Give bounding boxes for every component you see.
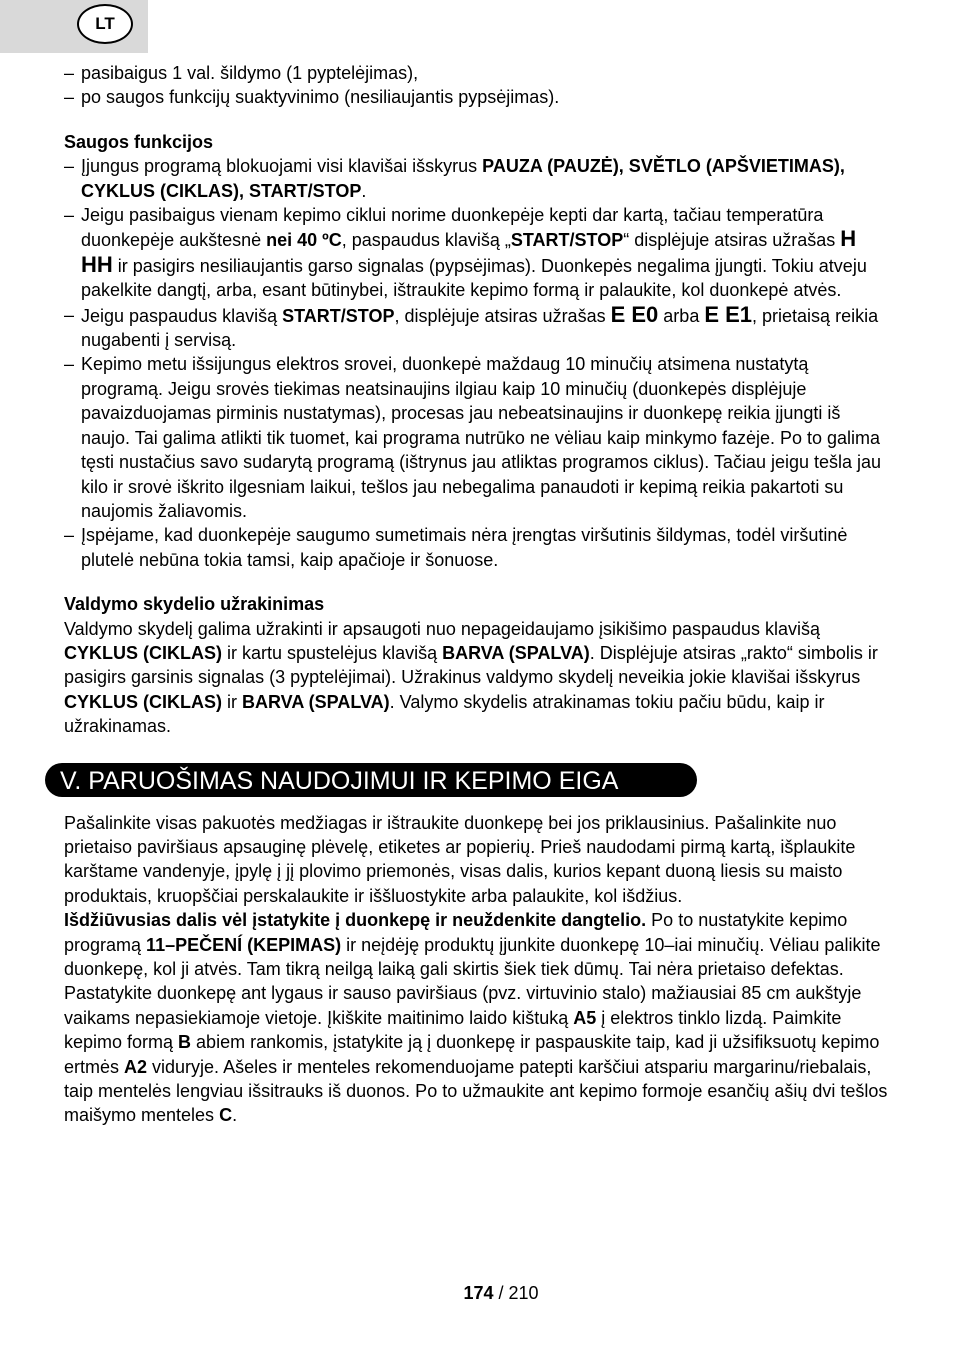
list-item: – Įspėjame, kad duonkepėje saugumo sumetimais nėra įrengtas viršutinis šildymas, todėl viršutinė plutelė nebūna tokia tamsi, kaip apačioje ir šonuose. (64, 525, 848, 570)
list-item: – Jeigu pasibaigus vienam kepimo ciklui norime duonkepėje kepti dar kartą, tačiau temperatūra duonkepėje aukštesnė nei 40 ºC, paspaudus klavišą „START/STOP“ displėjuje atsiras užrašas H HH ir pasigirs nesiliaujantis garso signalas (pypsėjimas). Duonkepės negalima įjungti. Tokiu atveju pakelkite dangtį, arba, esant būtinybei, ištraukite kepimo formą ir palaukite, kol duonkepė atvės. (64, 205, 867, 301)
list-item: – Kepimo metu išsijungus elektros srovei, duonkepė maždaug 10 minučių atsimena nustatytą programą. Jeigu srovės tiekimas neatsinaujins ilgiau kaip 10 minučių (duonkepės displėjuje pavaizduojamas pirminis nustatymas), procesas jau nebeatsinaujins ir duonkepę reikia įjungti iš naujo. Tai galima atlikti tik tuomet, kai programa nutrūko ne vėliau kaip minkymo fazėje. Po to galima tęsti nustačius savo sudarytą programą (ištrynus jau atliktas programos ciklus). Tačiau jeigu tešla jau kilo ir srovė iškrito ilgesniam laikui, tešlos jau nebegalima panaudoti ir kepimą reikia pakartoti su naujomis žaliavomis. (64, 354, 882, 521)
list-item: – pasibaigus 1 val. šildymo (1 pyptelėjimas), (64, 63, 419, 83)
display-code: H HH (81, 226, 857, 277)
lock-heading: Valdymo skydelio užrakinimas (64, 594, 325, 615)
language-badge: LT (77, 4, 133, 44)
page-number: 174 / 210 (463, 1283, 539, 1303)
display-code: E E0 (610, 301, 659, 327)
prep-paragraph-3: Pastatykite duonkepę ant lygaus ir sauso paviršiaus (pvz. virtuvinio stalo) mažiausiai 85 cm aukštyje vaikams nepasiekiamoje vietoje. Įkiškite maitinimo laido kištuką A5 į elektros tinklo lizdą. Paimkite kepimo formą B abiem rankomis, įstatykite ją į duonkepę ir paspauskite taip, kad ji užsifiksuotų kepimo ertmės A2 viduryje. Ašeles ir menteles rekomenduojame patepti karščiui atspariu margarinu/riebalais, taip mentelės lengviau išsitrauks iš duonos. Po to užmaukite ant kepimo formoje esančių ašių dvi tešlos maišymo menteles C. (64, 983, 888, 1126)
prep-paragraph-1: Pašalinkite visas pakuotės medžiagas ir ištraukite duonkepę bei jos priklausinius. Pašalinkite nuo prietaiso paviršiaus apsauginę plėvelę, etiketes ar popierių. Prieš naudodami pirmą kartą, išplaukite karštame vandenyje, įpylę į jį plovimo priemonės, visas dalis, kurios kepant duoną liesis su maisto produktais, kruopščiai perskalaukite ir iššluostykite arba palaukite, kol išdžius. (64, 812, 856, 906)
language-tab (0, 0, 148, 53)
safety-heading: Saugos funkcijos (64, 131, 214, 152)
list-item: – po saugos funkcijų suaktyvinimo (nesiliaujantis pypsėjimas). (64, 87, 560, 108)
prep-paragraph-2: Išdžiūvusias dalis vėl įstatykite į duonkepę ir neuždenkite dangtelio. Po to nustatykite kepimo programą 11–PEČENÍ (KEPIMAS) ir neįdėję produktų įjunkite duonkepę 10–iai minučių. Vėliau palikite duonkepę, kol ji atvės. Tam tikrą neilgą laiką gali skirtis šiek tiek dūmų. Tai nėra prietaiso defektas. (64, 910, 881, 979)
page-content (60, 61, 894, 1128)
list-item: – Įjungus programą blokuojami visi klavišai išskyrus PAUZA (PAUZĖ), SVĚTLO (APŠVIETIMAS), CYKLUS (CIKLAS), START/STOP. (64, 156, 845, 201)
section-title: V. PARUOŠIMAS NAUDOJIMUI IR KEPIMO EIGA (45, 763, 697, 797)
display-code: E E1 (704, 301, 753, 327)
list-item: – Jeigu paspaudus klavišą START/STOP, displėjuje atsiras užrašas E E0 arba E E1, prietaisą reikia nugabenti į servisą. (64, 301, 879, 351)
lock-paragraph: Valdymo skydelį galima užrakinti ir apsaugoti nuo nepageidaujamo įsikišimo paspaudus klavišą CYKLUS (CIKLAS) ir kartu spustelėjus klavišą BARVA (SPALVA). Displėjuje atsiras „rakto“ simbolis ir pasigirs garsinis signalas (3 pyptelėjimai). Užrakinus valdymo skydelį neveikia jokie klavišai išskyrus CYKLUS (CIKLAS) ir BARVA (SPALVA). Valymo skydelis atrakinamas tokiu pačiu būdu, kaip ir užrakinamas. (64, 618, 878, 737)
